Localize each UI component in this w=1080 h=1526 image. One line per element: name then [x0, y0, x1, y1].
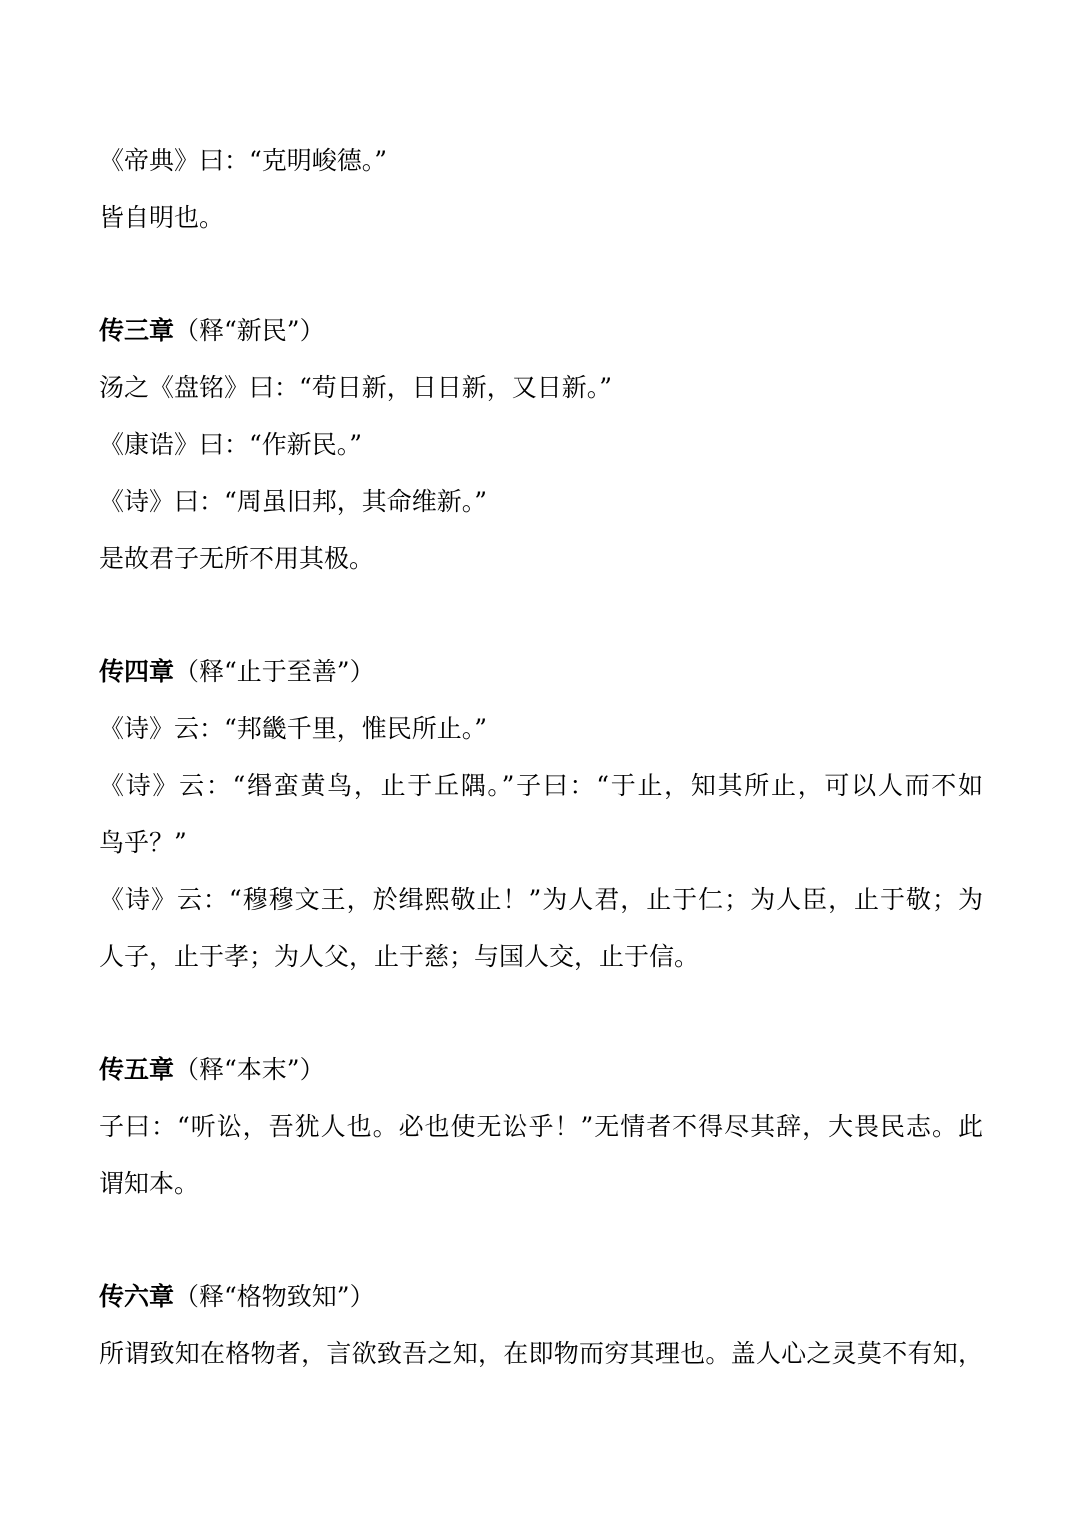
- text-line: 《帝典》曰：“克明峻德。”: [99, 146, 388, 175]
- text-line: 《诗》云：“邦畿千里，惟民所止。”: [99, 714, 488, 743]
- chapter-6-heading: [99, 1268, 983, 1325]
- chapter-heading-sub: （释“本末”）: [174, 1055, 325, 1084]
- chapter-3-heading: [99, 302, 983, 359]
- chapter-heading-sub: （释“止于至善”）: [174, 657, 375, 686]
- chapter-5-section: [99, 1041, 983, 1212]
- text-line: 人子，止于孝；为人父，止于慈；与国人交，止于信。: [99, 942, 700, 971]
- text-line: 是故君子无所不用其极。: [99, 544, 375, 573]
- chapter-heading-main: 传三章: [99, 316, 175, 345]
- intro-section: [99, 132, 983, 246]
- chapter-heading-main: 传四章: [99, 657, 175, 686]
- chapter-4-section: [99, 643, 983, 985]
- text-line: 谓知本。: [99, 1169, 200, 1198]
- chapter-5-heading: [99, 1041, 983, 1098]
- chapter-heading-main: 传六章: [99, 1282, 175, 1311]
- text-line: 《诗》曰：“周虽旧邦，其命维新。”: [99, 487, 488, 516]
- chapter-heading-sub: （释“新民”）: [174, 316, 325, 345]
- text-line: 《诗》云：“缗蛮黄鸟，止于丘隅。”子曰：“于止，知其所止，可以人而不如: [99, 771, 983, 800]
- chapter-6-section: [99, 1268, 983, 1382]
- document-page: [99, 132, 983, 1382]
- text-line: 《康诰》曰：“作新民。”: [99, 430, 363, 459]
- text-line: 子曰：“听讼，吾犹人也。必也使无讼乎！”无情者不得尽其辞，大畏民志。此: [99, 1112, 983, 1141]
- chapter-heading-main: 传五章: [99, 1055, 175, 1084]
- text-line: 汤之《盘铭》曰：“苟日新，日日新，又日新。”: [99, 373, 613, 402]
- text-line: 《诗》云：“穆穆文王，於缉熙敬止！”为人君，止于仁；为人臣，止于敬；为: [99, 885, 983, 914]
- text-line: 皆自明也。: [99, 203, 225, 232]
- text-line: 鸟乎？”: [99, 828, 187, 857]
- chapter-4-heading: [99, 643, 983, 700]
- text-line: 所谓致知在格物者，言欲致吾之知，在即物而穷其理也。盖人心之灵莫不有知，: [99, 1339, 983, 1368]
- chapter-3-section: [99, 302, 983, 587]
- chapter-heading-sub: （释“格物致知”）: [174, 1282, 375, 1311]
